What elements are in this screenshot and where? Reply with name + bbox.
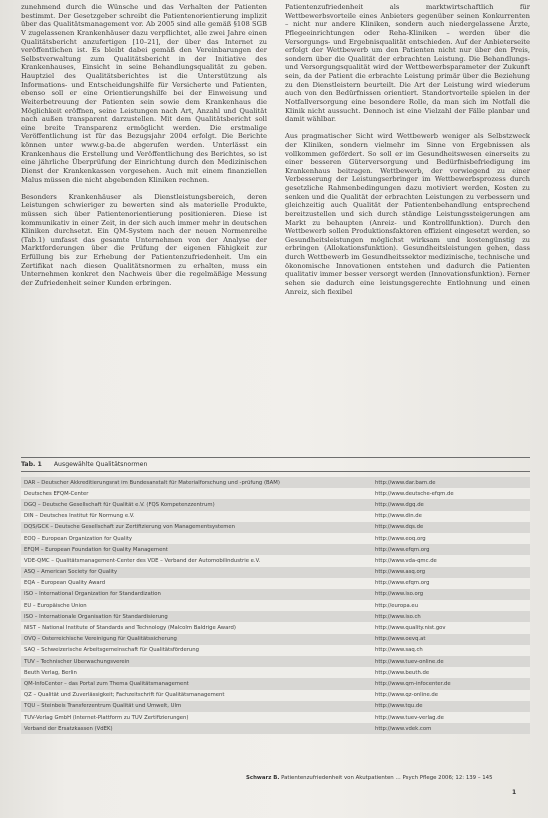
right-paragraph-2: Aus pragmatischer Sicht wird Wettbewerb weniger als Selbstzweck der Kliniken, sondern vielmehr im Sinne von Ergebnissen als vollkommen gefördert. So soll er im Gesundheitswesen einerseits zu einer besseren Güterversorgung und Bedürfnisbefriedigung im Krankenhaus beitragen. Wettbewerb, der vorwiegend zu einer Verbesserung der Leistungserbringer im Wettbewerbsprozess durch gesetzliche Rahmenbedingungen dazu motiviert werden, Kosten zu senken und die Qualität der erbrachten Leistungen zu verbessern und gleichzeitig auch Qualität der Patientenbehandlung entsprechend bereitzustellen und sich durch ständige Leistungssteigerungen am Markt zu behaupten (Anreiz- und Kontrollfunktion). Durch den Wettbewerb sollen Produktionsfaktoren effizient eingesetzt werden, so Gesundheitsleistungen möglichst wirksam und kostengünstig zu erbringen (Allokationsfunktion). Gesundheitsleistungen gehen, dass durch Wettbewerb im Gesundheitssektor medizinische, technische und ökonomische Innovationen entstehen und dadurch die Patienten qualitativ immer besser versorgt werden (Innovationsfunktion). Ferner sehen sie dadurch eine leistungsgerechte Entlohnung und einen Anreiz, sich flexibel [285,132,530,296]
norm-url-link[interactable]: http://www.quality.nist.gov [375,625,446,632]
norm-url-link[interactable]: http://www.oevq.at [375,636,426,643]
table-row [21,488,530,499]
norm-name-cell: TÜV – Technischer Überwachungsverein [24,658,130,665]
norm-url-link[interactable]: http://europa.eu [375,602,419,609]
norm-url-link[interactable]: http://www.iso.org [375,591,424,598]
norm-url-link[interactable]: http://www.dar.bam.de [375,479,436,486]
norm-name-cell: ISO – Internationale Organisation für Standardisierung [24,613,168,620]
norm-name-cell: DQS/GCK – Deutsche Gesellschaft zur Zertifizierung von Managementsystemen [24,524,236,531]
footer-journal: Psych Pflege 2006; 12: 139 – 145 [402,775,493,781]
footer-title: Patientenzufriedenheit von Akutpatienten … [281,775,401,781]
norm-url-link[interactable]: http://www.efqm.org [375,546,430,553]
table-number: Tab. 1 [21,461,42,468]
table-row [21,678,530,689]
norm-name-cell: DAR – Deutscher Akkreditierungsrat im Bundesanstalt für Materialforschung und -prüfung (BAM) [24,479,280,486]
norm-name-cell: EQA – European Quality Award [24,580,106,587]
norm-url-link[interactable]: http://www.dqs.de [375,524,424,531]
norm-url-link[interactable]: http://www.vda-qmc.de [375,557,437,564]
norm-url-link[interactable]: http://www.dgq.de [375,501,424,508]
norm-name-cell: EU – Europäische Union [24,602,87,609]
norm-name-cell: Verband der Ersatzkassen (VdEK) [24,725,113,732]
norm-url-link[interactable]: http://www.beuth.de [375,669,430,676]
table-row [21,567,530,578]
norm-url-link[interactable]: http://www.eoq.org [375,535,426,542]
table-row [21,656,530,667]
table-row [21,544,530,555]
table-row [21,634,530,645]
norm-url-link[interactable]: http://www.vdek.com [375,725,432,732]
table-caption-rule [21,471,530,472]
norm-name-cell: EOQ – European Organization for Quality [24,535,133,542]
table-row [21,533,530,544]
table-row [21,499,530,510]
table-row [21,645,530,656]
table-caption [21,461,147,468]
norm-url-link[interactable]: http://www.efqm.org [375,580,430,587]
norm-name-cell: DIN – Deutsches Institut für Normung e.V. [24,513,135,520]
table-row [21,690,530,701]
table-row [21,712,530,723]
norm-name-cell: SAQ – Schweizerische Arbeitsgemeinschaft für Qualitätsförderung [24,647,199,654]
norm-name-cell: ISO – International Organization for Standardization [24,591,161,598]
table-row [21,611,530,622]
table-row [21,522,530,533]
left-paragraph-2: Besonders Krankenhäuser als Dienstleistungsbereich, deren Leistungen schwieriger zu bewerten sind als materielle Produkte, müssen sich über Patientenorientierung positionieren. Diese ist kommunikativ in einer Zeit, in der sich auch immer mehr in deutschen Kliniken durchsetzt. Ein QM-System nach der neuen Normenreihe (Tab.1) umfasst das gesamte Unternehmen von der Analyse der Marktforderungen über die Prüfung der eigenen Fähigkeit zur Erfüllung bis zur Erhebung der Patientenzufriedenheit. Um ein Zertifikat nach diesen Qualitätsnormen zu erhalten, muss ein Unternehmen konkret den Nachweis über die regelmäßige Messung der Zufriedenheit seiner Kunden erbringen. [21,192,267,287]
table-title: Ausgewählte Qualitätsnormen [53,461,148,468]
norm-url-link[interactable]: http://www.tuev-verlag.de [375,714,444,721]
table-top-rule [21,457,530,458]
table-row [21,578,530,589]
norm-url-link[interactable]: http://www.tuev-online.de [375,658,444,665]
norm-url-link[interactable]: http://www.asq.org [375,569,426,576]
quality-norms-table [21,477,530,734]
table-row [21,600,530,611]
table-row [21,555,530,566]
norm-name-cell: EFQM – European Foundation for Quality Management [24,546,168,553]
norm-name-cell: QM-InfoCenter – das Portal zum Thema Qualitätsmanagement [24,680,189,687]
table-row [21,667,530,678]
page-number: 1 [512,789,517,796]
norm-name-cell: Deutsches EFQM-Center [24,490,89,497]
right-text-column [285,3,530,296]
norm-name-cell: ASQ – American Society for Quality [24,569,118,576]
footer-author: Schwarz B. [246,775,280,781]
norm-name-cell: Beuth Verlag, Berlin [24,669,77,676]
norm-url-link[interactable]: http://www.iso.ch [375,613,421,620]
table-row [21,723,530,734]
norm-name-cell: VDE-QMC – Qualitätsmanagement-Center des VDE – Verband der Automobilindustrie e.V. [24,557,261,564]
norm-name-cell: QZ – Qualität und Zuverlässigkeit; Fachzeitschrift für Qualitätsmanagement [24,692,225,699]
norm-name-cell: NIST – National Institute of Standards and Technology (Malcolm Baldrige Award) [24,625,236,632]
right-paragraph-1: Patientenzufriedenheit als marktwirtschaftlich für Wettbewerbsvorteile eines Anbieters gegenüber seinen Konkurrenten – nicht nur andere Kliniken, sondern auch niedergelassene Ärzte, Pflegeeinrichtungen oder Reha-Kliniken – werden über die Versorgungs- und Ergebnisqualität entschieden. Auf der Anbieterseite erfolgt der Wettbewerb um den Patienten nicht nur über den Preis, sondern über die Qualität der erbrachten Leistung. Die Behandlungs- und Versorgungsqualität wird der Wettbewerbsparameter der Zukunft sein, da der Patient die erbrachte Leistung primär über die Beziehung zu den Dienstleistern beurteilt. Die Art der Leistung wird wiederum auch von den Bedürfnissen orientiert. Standortvorteile spielen in der Notfallversorgung eine besondere Rolle, da man sich im Notfall die Klinik nicht aussucht. Dennoch ist eine Vielzahl der Fälle planbar und damit wählbar. [285,3,530,124]
norm-name-cell: TÜV-Verlag GmbH (Internet-Plattform zu TÜV Zertifizierungen) [24,714,189,721]
table-row [21,589,530,600]
left-text-column [21,3,267,288]
norm-url-link[interactable]: http://www.tqu.de [375,703,423,710]
table-row [21,701,530,712]
table-row [21,511,530,522]
left-paragraph-1: zunehmend durch die Wünsche und das Verhalten der Patienten bestimmt. Der Gesetzgeber schreibt die Patientenorientierung implizit über das Qualitätsmanagement vor. Ab 2005 sind alle gemäß §108 SGB V zugelassenen Krankenhäuser dazu verpflichtet, alle zwei Jahre einen Qualitätsbericht anzufertigen [10–21], der über das Internet zu veröffentlichen ist. Es bleibt dabei gemäß den Vereinbarungen der Selbstverwaltung zum Qualitätsbericht in der Initiative des Krankenhauses, Einsicht in seine Behandlungsqualität zu geben. Hauptziel des Qualitätsberichtes ist die Unterstützung als Informations- und Entscheidungshilfe für Versicherte und Patienten, ebenso soll er eine Orientierungshilfe bei der Einweisung und Weiterbetreuung der Patienten sein sowie dem Krankenhaus die Möglichkeit eröffnen, seine Leistungen nach Art, Anzahl und Qualität nach außen transparent darzustellen. Mit dem Qualitätsbericht soll eine breite Transparenz ermöglicht werden. Die erstmalige Veröffentlichung ist für das Bezugsjahr 2004 erfolgt. Die Berichte können unter www.g-ba.de abgerufen werden. Unterlässt ein Krankenhaus die Erstellung und Veröffentlichung des Berichtes, so ist eine jährliche Überprüfung der Einrichtung durch den Medizinischen Dienst der Krankenkassen vorgesehen. Auch mit einem finanziellen Malus müssen die nicht abgebenden Kliniken rechnen. [21,3,267,184]
page-footer [246,775,493,781]
norm-url-link[interactable]: http://www.din.de [375,513,422,520]
norm-name-cell: DGQ – Deutsche Gesellschaft für Qualität e.V. (FQS Kompetenzzentrum) [24,501,215,508]
norm-url-link[interactable]: http://www.deutsche-efqm.de [375,490,454,497]
norm-url-link[interactable]: http://www.qm-infocenter.de [375,680,451,687]
table-row [21,622,530,633]
norm-name-cell: ÖVQ – Österreichische Vereinigung für Qualitätssicherung [24,636,177,643]
norm-name-cell: TQU – Steinbeis Transferzentrum Qualität und Umwelt, Ulm [24,703,182,710]
norm-url-link[interactable]: http://www.qz-online.de [375,692,439,699]
norm-url-link[interactable]: http://www.saq.ch [375,647,423,654]
table-row [21,477,530,488]
